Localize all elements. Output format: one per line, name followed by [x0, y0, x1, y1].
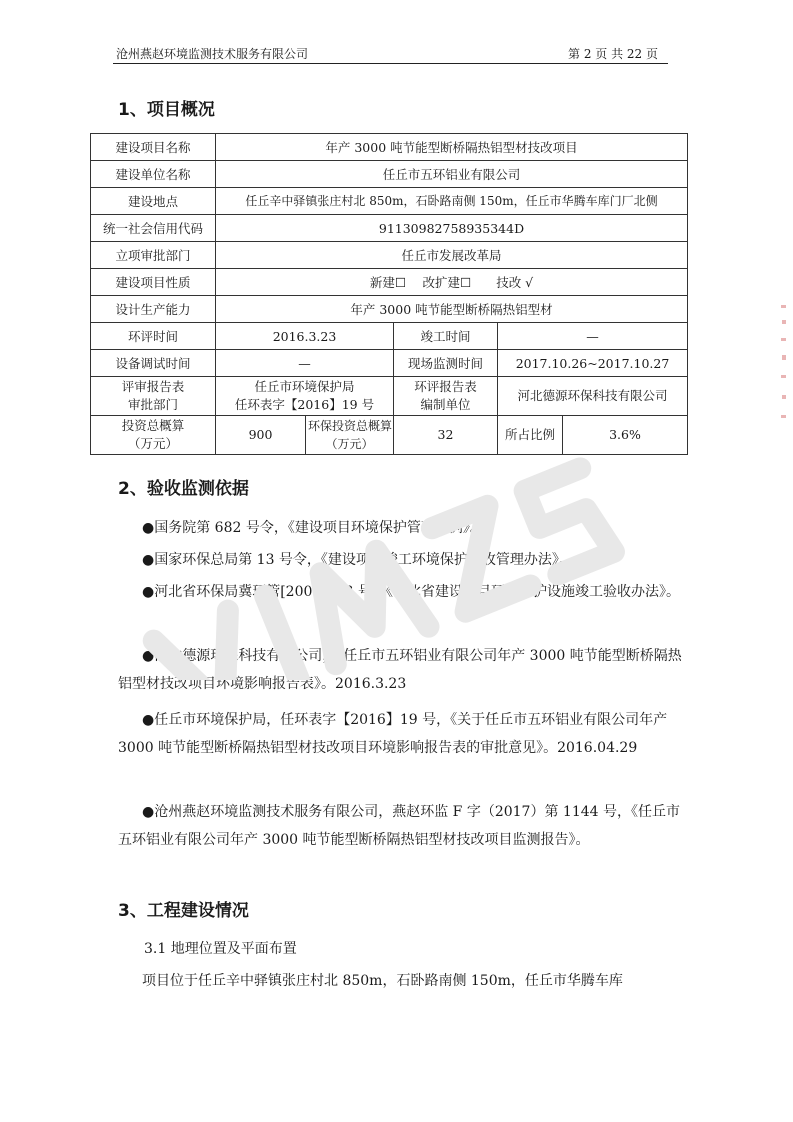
table-row — [91, 269, 688, 296]
basis-item: ●国家环保总局第 13 号令，《建设项目竣工环境保护验收管理办法》。 — [142, 552, 573, 568]
table-value — [216, 377, 394, 416]
table-value: 91130982758935344D — [216, 215, 688, 242]
section-title-2: 2、验收监测依据 — [118, 479, 249, 499]
page-number: 第 2 页 共 22 页 — [568, 47, 658, 61]
table-label: 设计生产能力 — [91, 296, 216, 323]
table-label: 环评时间 — [91, 323, 216, 350]
table-value: 年产 3000 吨节能型断桥隔热铝型材技改项目 — [216, 134, 688, 161]
table-label — [394, 377, 498, 416]
table-row — [91, 296, 688, 323]
table-label: 统一社会信用代码 — [91, 215, 216, 242]
table-value: 32 — [394, 416, 498, 455]
review-dept-line2: 任环表字【2016】19 号 — [234, 397, 375, 412]
review-dept-line1: 任丘市环境保护局 — [254, 379, 355, 394]
invest-label-line2: （万元） — [127, 436, 178, 451]
company-name: 沧州燕赵环境监测技术服务有限公司 — [116, 47, 309, 61]
table-row — [91, 416, 688, 455]
table-row — [91, 134, 688, 161]
table-label: 建设单位名称 — [91, 161, 216, 188]
review-dept-label-line1: 评审报告表 — [121, 379, 185, 394]
invest-label-line1: 投资总概算 — [121, 418, 185, 433]
table-label — [91, 416, 216, 455]
table-value: 2017.10.26~2017.10.27 — [498, 350, 688, 377]
basis-item: ●河北省环保局冀环管[2000]113 号，《河北省建设项目环境保护设施竣工验收办法》。 — [142, 584, 680, 600]
env-invest-label-line1: 环保投资总概算 — [308, 419, 393, 433]
table-value: — — [216, 350, 394, 377]
table-row — [91, 377, 688, 416]
table-label — [306, 416, 394, 455]
table-row — [91, 323, 688, 350]
table-label: 立项审批部门 — [91, 242, 216, 269]
table-value: — — [498, 323, 688, 350]
eia-org-label-line2: 编制单位 — [420, 397, 471, 412]
table-value: 河北德源环保科技有限公司 — [498, 377, 688, 416]
table-label: 竣工时间 — [394, 323, 498, 350]
basis-item: ●沧州燕赵环境监测技术服务有限公司，燕赵环监 F 字（2017）第 1144 号，《任丘市五环铝业有限公司年产 3000 吨节能型断桥隔热铝型材技改项目监测报告》。 — [118, 804, 680, 848]
table-value: 任丘市五环铝业有限公司 — [216, 161, 688, 188]
table-label: 建设项目性质 — [91, 269, 216, 296]
table-label: 现场监测时间 — [394, 350, 498, 377]
page-header — [113, 41, 668, 64]
project-overview-table — [90, 133, 688, 455]
subsection-title: 3.1 地理位置及平面布置 — [144, 941, 297, 957]
table-value: 3.6% — [563, 416, 688, 455]
basis-item: ●国务院第 682 号令，《建设项目环境保护管理条例》。 — [142, 520, 484, 536]
eia-org-label-line1: 环评报告表 — [414, 379, 477, 394]
table-row — [91, 188, 688, 215]
table-value: 任丘市发展改革局 — [216, 242, 688, 269]
table-row — [91, 161, 688, 188]
basis-item: ●河北德源环保科技有限公司，《任丘市五环铝业有限公司年产 3000 吨节能型断桥隔热铝型材技改项目环境影响报告表》。2016.3.23 — [118, 648, 682, 692]
table-value: 2016.3.23 — [216, 323, 394, 350]
table-value: 900 — [216, 416, 306, 455]
basis-item: ●任丘市环境保护局，任环表字【2016】19 号，《关于任丘市五环铝业有限公司年产 3000 吨节能型断桥隔热铝型材技改项目环境影响报告表的审批意见》。2016.04.29 — [118, 712, 668, 756]
stamp-marks — [779, 300, 789, 440]
section-title-3: 3、工程建设情况 — [118, 901, 249, 921]
section-title-1: 1、项目概况 — [118, 100, 215, 120]
table-label: 建设地点 — [91, 188, 216, 215]
table-value: 新建☐ 改扩建☐ 技改 √ — [216, 269, 688, 296]
table-row — [91, 242, 688, 269]
table-label: 设备调试时间 — [91, 350, 216, 377]
table-label — [91, 377, 216, 416]
table-label: 建设项目名称 — [91, 134, 216, 161]
env-invest-label-line2: （万元） — [325, 437, 374, 451]
table-value: 年产 3000 吨节能型断桥隔热铝型材 — [216, 296, 688, 323]
table-label: 所占比例 — [498, 416, 563, 455]
table-value: 任丘辛中驿镇张庄村北 850m，石卧路南侧 150m，任丘市华腾车库门厂北侧 — [216, 188, 688, 215]
review-dept-label-line2: 审批部门 — [127, 397, 178, 412]
table-row — [91, 350, 688, 377]
body-paragraph: 项目位于任丘辛中驿镇张庄村北 850m，石卧路南侧 150m，任丘市华腾车库 — [142, 973, 623, 989]
table-row — [91, 215, 688, 242]
